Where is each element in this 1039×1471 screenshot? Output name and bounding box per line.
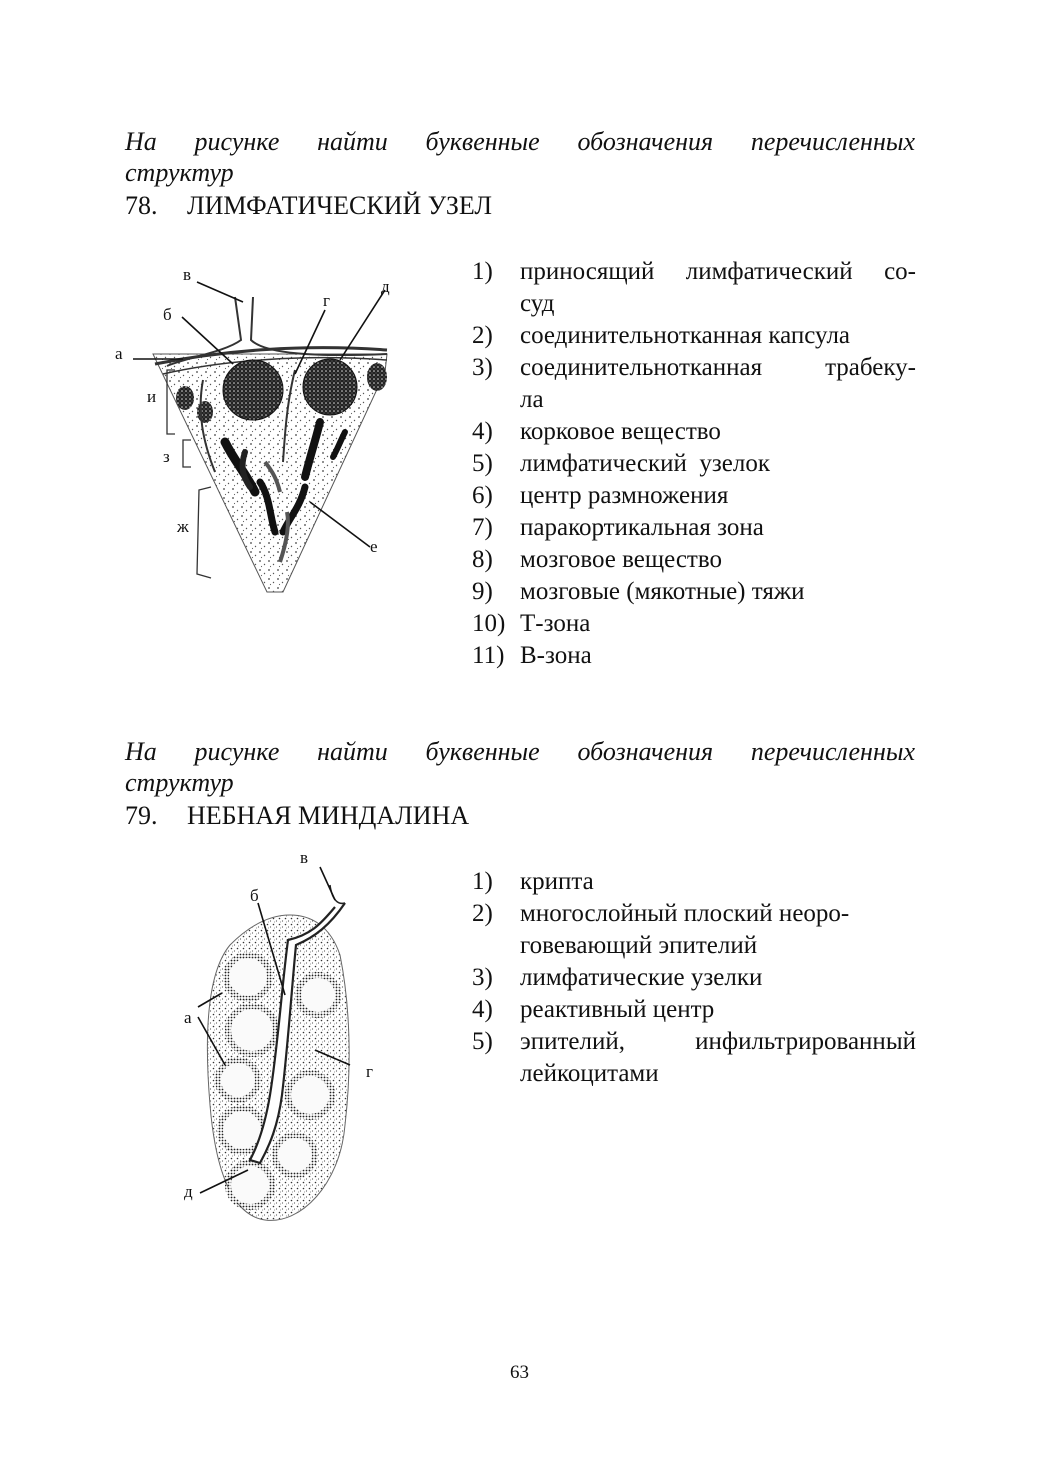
list-item bbox=[472, 898, 916, 962]
item-text bbox=[520, 256, 916, 320]
label-e: е bbox=[370, 537, 378, 556]
list-item bbox=[472, 994, 916, 1026]
list-item bbox=[472, 480, 916, 512]
label-b: б bbox=[250, 886, 259, 905]
item-text: Т-зона bbox=[520, 610, 591, 637]
section-number: 78. bbox=[125, 191, 158, 220]
list-item bbox=[472, 320, 916, 352]
item-number: 7) bbox=[472, 514, 493, 541]
label-z: з bbox=[163, 447, 170, 466]
item-number: 2) bbox=[472, 900, 493, 927]
list-item bbox=[472, 416, 916, 448]
item-number: 10) bbox=[472, 610, 506, 637]
item-line: лейкоцитами bbox=[520, 1060, 659, 1087]
list-item bbox=[472, 576, 916, 608]
label-zh: ж bbox=[177, 517, 189, 536]
instruction-text-cont: структур bbox=[125, 158, 234, 187]
label-a: а bbox=[115, 344, 123, 363]
item-text: лимфатические узелки bbox=[520, 964, 763, 991]
tonsil-figure bbox=[170, 845, 400, 1230]
item-number: 1) bbox=[472, 868, 493, 895]
item-line: приносящий лимфатический со- bbox=[520, 258, 916, 285]
section-title: ЛИМФАТИЧЕСКИЙ УЗЕЛ bbox=[187, 191, 493, 220]
list-item bbox=[472, 962, 916, 994]
label-d: д bbox=[184, 1182, 193, 1201]
section-number: 79. bbox=[125, 801, 158, 830]
item-line: говевающий эпителий bbox=[520, 932, 758, 959]
instruction-text: На рисунке найти буквенные обозначения перечисленных bbox=[125, 127, 915, 156]
list-item bbox=[472, 1026, 916, 1090]
item-number: 3) bbox=[472, 354, 493, 381]
label-a: а bbox=[184, 1008, 192, 1027]
item-number: 9) bbox=[472, 578, 493, 605]
item-line: соединительнотканная трабеку- bbox=[520, 354, 916, 381]
label-v: в bbox=[183, 265, 192, 284]
item-number: 5) bbox=[472, 450, 493, 477]
section-heading bbox=[125, 190, 492, 221]
page-number: 63 bbox=[510, 1362, 529, 1383]
list-item bbox=[472, 544, 916, 576]
label-d: д bbox=[381, 277, 390, 296]
item-text bbox=[520, 898, 916, 962]
list-item bbox=[472, 608, 916, 640]
item-number: 3) bbox=[472, 964, 493, 991]
label-g: г bbox=[323, 291, 330, 310]
list-item bbox=[472, 640, 916, 672]
list-item bbox=[472, 448, 916, 480]
item-number: 5) bbox=[472, 1028, 493, 1055]
item-text: реактивный центр bbox=[520, 996, 715, 1023]
item-number: 8) bbox=[472, 546, 493, 573]
instruction-text-cont: структур bbox=[125, 768, 234, 797]
list-item bbox=[472, 352, 916, 416]
item-number: 6) bbox=[472, 482, 493, 509]
structure-list-78 bbox=[472, 256, 916, 672]
item-text: мозговое вещество bbox=[520, 546, 722, 573]
structure-list-79 bbox=[472, 866, 916, 1090]
item-text: соединительнотканная капсула bbox=[520, 322, 851, 349]
item-number: 11) bbox=[472, 642, 505, 669]
item-number: 4) bbox=[472, 996, 493, 1023]
list-item bbox=[472, 866, 916, 898]
label-i: и bbox=[147, 387, 157, 406]
section-title: НЕБНАЯ МИНДАЛИНА bbox=[187, 801, 470, 830]
section-heading bbox=[125, 800, 469, 831]
item-text: мозговые (мякотные) тяжи bbox=[520, 578, 805, 605]
item-number: 2) bbox=[472, 322, 493, 349]
instruction-text: На рисунке найти буквенные обозначения перечисленных bbox=[125, 737, 915, 766]
item-text: паракортикальная зона bbox=[520, 514, 764, 541]
item-text: корковое вещество bbox=[520, 418, 721, 445]
label-b: б bbox=[163, 305, 172, 324]
item-line: суд bbox=[520, 290, 555, 317]
item-line: эпителий, инфильтрированный bbox=[520, 1028, 916, 1055]
label-g: г bbox=[366, 1062, 373, 1081]
item-text: лимфатический узелок bbox=[520, 450, 771, 477]
item-text: центр размножения bbox=[520, 482, 729, 509]
lymph-node-figure bbox=[105, 262, 405, 602]
item-text bbox=[520, 1026, 916, 1090]
item-number: 1) bbox=[472, 258, 493, 285]
item-text bbox=[520, 352, 916, 416]
item-text: В-зона bbox=[520, 642, 592, 669]
list-item bbox=[472, 256, 916, 320]
label-v: в bbox=[300, 848, 309, 867]
item-number: 4) bbox=[472, 418, 493, 445]
item-line: ла bbox=[520, 386, 544, 413]
item-text: крипта bbox=[520, 868, 594, 895]
list-item bbox=[472, 512, 916, 544]
item-line: многослойный плоский неоро- bbox=[520, 900, 850, 927]
